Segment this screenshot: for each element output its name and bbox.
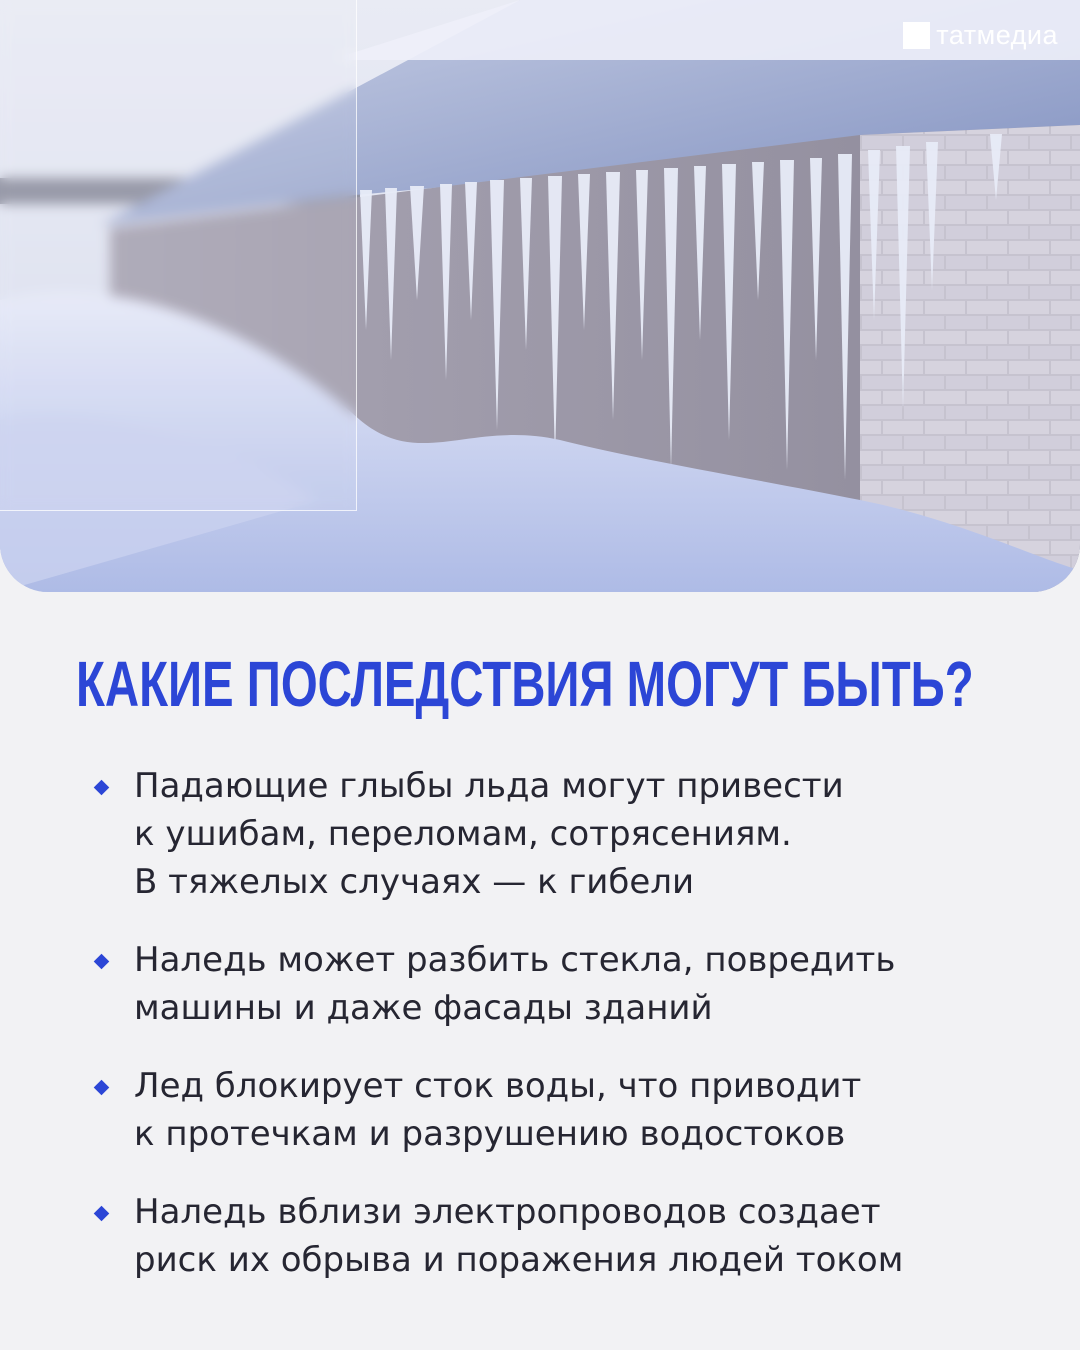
brand-logo[interactable] [903, 20, 1058, 51]
list-item [92, 936, 1042, 1032]
diamond-bullet-icon [94, 1206, 110, 1222]
list-item [92, 1188, 1042, 1284]
list-item-text: Наледь вблизи электропроводов создает риск их обрыва и поражения людей током [134, 1192, 904, 1280]
list-item-text: Наледь может разбить стекла, повредить машины и даже фасады зданий [134, 940, 896, 1028]
diamond-bullet-icon [94, 780, 110, 796]
list-item-text: Лед блокирует сток воды, что приводит к протечкам и разрушению водостоков [134, 1066, 862, 1154]
logo-text: татмедиа [936, 20, 1058, 50]
consequences-list [92, 762, 1042, 1314]
logo-square-icon [903, 22, 930, 49]
glass-overlay [0, 0, 357, 511]
list-item [92, 762, 1042, 906]
list-item [92, 1062, 1042, 1158]
page-title: КАКИЕ ПОСЛЕДСТВИЯ МОГУТ БЫТЬ? [76, 648, 974, 720]
diamond-bullet-icon [94, 954, 110, 970]
diamond-bullet-icon [94, 1080, 110, 1096]
list-item-text: Падающие глыбы льда могут привести к ушибам, переломам, сотрясениям. В тяжелых случаях — к гибели [134, 766, 844, 902]
header-photo [0, 0, 1080, 592]
